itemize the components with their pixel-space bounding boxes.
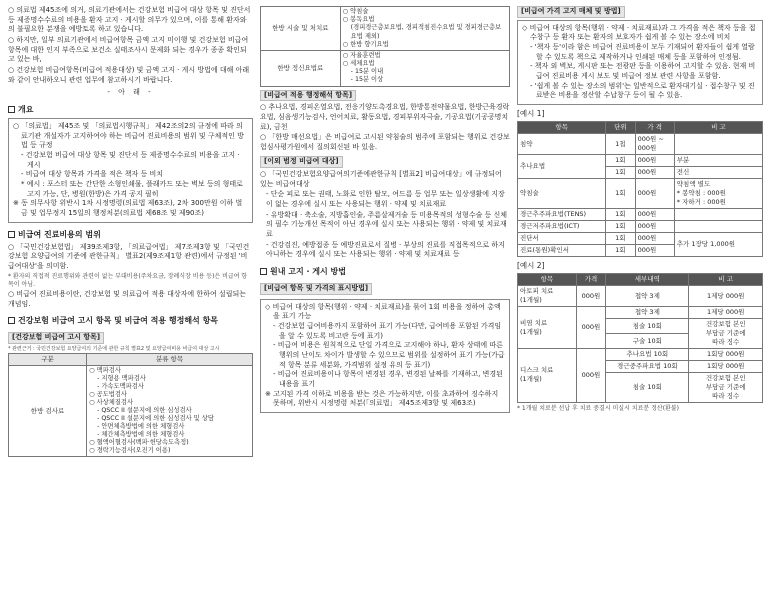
method-item: - '쉽게 볼 수 있는 장소의 범위'는 일반적으로 환자대기실 · 접수창구 및 진료받은 비용을 정산할 수납창구 등이 될 수 있음. — [530, 81, 755, 100]
list-item: ○ 봉독요법 — [342, 16, 375, 24]
cell-detail: 침술 10회 — [606, 319, 689, 334]
overview-heading: 개요 — [8, 104, 253, 115]
table-row — [518, 307, 763, 319]
cell-note: 1회당 000원 — [689, 360, 763, 372]
list-item: ○ 공도법검사 — [89, 391, 127, 399]
notice-item: - 비급여 비용은 원칙적으로 단일 가격으로 고지해야 하나, 환자 상태에 따른 행위의 난이도 차이가 발생할 수 있으므로 범위를 설정하여 표기 가능(가급적 항목 분류 세분화, 가격범위 설정 유의 등 표기) — [273, 341, 505, 369]
scope-item: ○ 비급여 진료비용이란, 건강보험 및 의료급여 적용 대상자에 한하여 설립되는 개념임. — [8, 290, 246, 308]
cell-item: 진단서 — [518, 232, 606, 244]
example2-title: [예시 2] — [517, 260, 545, 270]
overview-item: * 예시 : 포스터 또는 간단한 소형인쇄물, 플래카드 또는 벽보 등의 형태로 고지 가능, 단, 병원(한방)은 가격 공지 필히 — [21, 179, 243, 198]
example2-footnote: * 1개월 치료분 선납 후 치료 중결시 미실시 치료분 정산(환불) — [517, 404, 679, 412]
table-header: 항목 — [518, 122, 606, 134]
cell-price: 000원 — [635, 232, 674, 244]
notice-item: ◇ 비급여 대상의 항목(행위 · 약제 · 치료재료)을 묶어 1회 비용을 정하여 총액을 표기 가능 — [265, 302, 501, 321]
notice-item: - 비급여 진료비용이나 항목이 변경된 경우, 변경된 날짜를 기재하고, 변경된 내용을 표기 — [273, 370, 503, 388]
square-icon — [8, 317, 15, 324]
list-item: ○ 세체요법 — [342, 60, 375, 68]
admin-item: ○ 추나요법, 경피온열요법, 전응기양도촉경요법, 한방통전약물요법, 한방근육경락요법, 심음생기능검사, 언어치료, 활동요법, 경피부위자극술, 기공요법(기공공명치료), 금천 — [260, 103, 510, 131]
other-item: ○ 「국민건강보험요양급여의기준에관한규칙 [별표2] 비급여대상」에 규정되어 있는 비급여대상 — [260, 170, 502, 188]
cell-detail: 구술 10회 — [606, 334, 689, 349]
table-header: 구분 — [9, 353, 87, 365]
notice-tag: [비급여 항목 및 가격의 표시방법] — [260, 283, 372, 295]
cell-item: 아토피 치료 (1개월) — [518, 286, 577, 307]
table-row — [518, 155, 763, 167]
table-header: 비 고 — [689, 274, 763, 286]
herbal-procedure-table — [260, 6, 510, 87]
list-item: - 안면체측방법에 의한 체형검사 — [97, 423, 185, 431]
table-row — [518, 220, 763, 232]
method-tag: [비급여 가격 고지 매체 및 방법] — [517, 6, 625, 18]
example1-title: [예시 1] — [517, 108, 545, 118]
cell-unit: 1회 — [606, 244, 635, 256]
cell-item: 비염 치료 (1개월) — [518, 307, 577, 349]
overview-item: - 비급여 대상 항목과 가격을 적은 책자 등 비치 — [21, 170, 164, 179]
table-row — [518, 179, 763, 209]
scope-item: ○ 「국민건강보험법」 제39조제3항, 「의료급여법」 제7조제3항 및 「국민건강보험 요양급여의 기준에 관한규칙」 별표2(제9조제1항 관련)에서 규정된 '비급여대상'을 의미함. — [8, 242, 250, 270]
herbal-test-table — [8, 353, 253, 457]
list-item: - 체간체측방법에 의한 체형검사 — [97, 431, 185, 439]
overview-box — [8, 118, 253, 223]
table-row — [518, 286, 763, 307]
cell-price: 000원 — [576, 349, 605, 403]
list-item: ○ 경락기능검사(오진기 이용) — [89, 447, 171, 455]
table-row — [518, 232, 763, 244]
notice-item: ※ 고지된 가격 이하로 비용을 받는 것은 가능하지만, 이를 초과하여 징수하지 못하며, 위반시 시정명령 처분(「의료법」 제45조제3항 및 제63조) — [265, 389, 499, 408]
example2-table — [517, 273, 763, 403]
cell-price: 000원 — [635, 209, 674, 221]
overview-item: ※ 동 의무사항 위반시 1차 시정명령(의료법 제63조), 2차 300만원 이하 벌금 및 업무정지 15일의 행정처분(의료법 제68조 및 제90조) — [13, 199, 243, 217]
table-row — [518, 349, 763, 361]
cell-note: 1회당 000원 — [689, 349, 763, 361]
cell-note: 건강보험 본인 부담금 기준에 따라 징수 — [689, 372, 763, 402]
table-cell-items — [340, 7, 509, 51]
column-middle — [260, 6, 510, 415]
cell-price: 000원 — [635, 179, 674, 209]
other-tag: [이외 범정 비급여 대상] — [260, 156, 343, 168]
table-header: 가격 — [576, 274, 605, 286]
table-cell-items — [340, 50, 509, 86]
table-cell-items — [87, 365, 253, 457]
cell-unit: 1회 — [606, 155, 635, 167]
cell-item: 진료(통원)확인서 — [518, 244, 606, 256]
method-item: - 책자 외 벽보, 게시판 또는 전광판 등을 이용하여 고지할 수 있음. 현재 비급여 진료비용 게시 보도 및 비급여 정보 관련 사항을 포함함. — [530, 62, 756, 80]
table-header: 단위 — [606, 122, 635, 134]
list-item: - QSCC II 설문지에 의한 심성검사 — [97, 407, 192, 415]
cell-price: 000원 — [635, 155, 674, 167]
cell-note: 전신 — [674, 167, 762, 179]
cell-detail: 경근중주파요법 10회 — [606, 360, 689, 372]
cell-item: 디스크 치료 (1개월) — [518, 349, 577, 403]
list-item: - 지형용 맥파검사 — [97, 374, 146, 382]
method-item: - '책자 등'이라 함은 비급여 진료비용이 모두 기재되어 환자들이 쉽게 열람할 수 있도록 책으로 제작하거나 인쇄된 매체 등을 포함하여 인정됨. — [530, 42, 755, 61]
list-item: ○ 한방 향기요법 — [342, 40, 389, 48]
column-left — [8, 6, 253, 457]
cell-unit: 1회 — [606, 209, 635, 221]
list-item: ○ 맥파검사 — [89, 366, 121, 374]
cell-unit: 1첩 — [606, 134, 635, 155]
table-header: 세부내역 — [606, 274, 689, 286]
square-icon — [8, 106, 15, 113]
cell-detail: 침술 10회 — [606, 372, 689, 402]
cell-price: 000원 — [576, 307, 605, 349]
other-item: - 단순 피로 또는 권태, 노화로 인한 탈모, 여드름 등 업무 또는 일상생활에 지장이 없는 경우에 실시 또는 사용되는 행위 · 약제 및 치료재료 — [266, 190, 505, 209]
cell-detail: 추나요법 10회 — [606, 349, 689, 361]
cell-price: 000원 ~ 000원 — [635, 134, 674, 155]
below-note: - 아 래 - — [107, 88, 154, 97]
items-source: * 관련근거 : 국민건강보험 요양급여의 기준에 관한 규칙 별표2 및 요양급여비용 비급여 대상 고시 — [8, 346, 220, 353]
table-cell-category: 한방 시술 및 처치료 — [261, 7, 341, 51]
cell-note: 1제당 000원 — [689, 307, 763, 319]
overview-item: - 건강보험 비급여 대상 항목 및 진단서 등 제증명수수료의 비용을 고지 · 게시 — [21, 150, 240, 169]
list-item: - 가속도맥파검사 — [97, 382, 144, 390]
cell-item: 침약 — [518, 134, 606, 155]
cell-item: 경근저주파요법(ICT) — [518, 220, 606, 232]
other-item: - 유방확대 · 축소술, 지방흡인술, 주름살제거술 등 미용목적의 성형수술 등 신체의 필수 기능개선 목적이 아닌 경우에 실시 또는 사용되는 행위 · 약제 및 치료재료 — [266, 210, 508, 239]
intro-p1: ○ 의료법 제45조에 의거, 의료기관에서는 건강보험 비급여 대상 항목 및 진단서 등 제증명수수료의 비용을 환자 고지 · 게시할 의무가 있으며, 이를 통해 환자와의 불필요한 분쟁을 예방토록 하고 있습니다. — [8, 6, 251, 34]
table-header: 분류 항목 — [87, 353, 253, 365]
table-cell-category: 한방 정신요법료 — [261, 50, 341, 86]
example1-table — [517, 121, 763, 257]
scope-item: * 환자의 직접적 진료행위와 관련이 없는 부대비용(주차요금, 장례식장 비용 등)은 비급여 항목이 아님. — [8, 272, 248, 288]
cell-unit: 1회 — [606, 179, 635, 209]
cell-price: 000원 — [635, 167, 674, 179]
notice-heading: 원내 고지 · 게시 방법 — [260, 266, 510, 277]
list-item: (경피경근층보요법, 경피적침진수요법 및 경피경근층보요법 제외) — [350, 24, 502, 40]
items-tag: [건강보험 비급여 고시 항목] — [8, 332, 104, 344]
list-item: - QSCC II 설문지에 의한 심성검사 및 상담 — [97, 415, 214, 423]
notice-item: - 건강보험 급여비용까지 포함하여 표기 가능(다만, 급여비용 포함된 가격임을 알 수 있도록 비고란 등에 표기) — [273, 322, 502, 340]
list-item: ○ 자율훈련법 — [342, 51, 381, 59]
list-item: ○ 사상체질검사 — [89, 399, 134, 407]
intro-p3: ○ 건강보험 비급여항목(비급여 적용대상) 및 금액 고지 · 게시 방법에 대해 아래와 같이 안내하오니 관련 업무에 참고하시기 바랍니다. — [8, 65, 250, 84]
admin-tag: [비급여 적용 행정해석 항목] — [260, 90, 356, 102]
square-icon — [8, 231, 15, 238]
cell-price: 000원 — [635, 244, 674, 256]
method-item: ◇ 비급여 대상의 항목(행위 · 약제 · 치료재료)과 그 가격을 적은 책자 등을 접수창구 등 환자 또는 환자의 보호자가 쉽게 볼 수 있는 장소에 비치 — [522, 23, 756, 42]
list-item: ○ 혈액어혈검사(백파·헌당속도측정) — [89, 439, 189, 447]
scope-heading: 비급여 진료비용의 범위 — [8, 229, 253, 240]
cell-unit: 1회 — [606, 232, 635, 244]
items-heading: 건강보험 비급여 고시 항목 및 비급여 적용 행정해석 항목 — [8, 315, 253, 326]
overview-item: ○ 「의료법」 제45조 및 「의료법시행규칙」 제42조의2의 규정에 따라 의료기관 개설자가 고지하여야 하는 비급여 진료비용의 범위 및 구체적인 방법 등 규정 — [13, 121, 244, 150]
table-header: 비 고 — [674, 122, 762, 134]
column-right — [517, 6, 763, 413]
list-item: ○ 약침술 — [342, 8, 369, 15]
square-icon — [260, 268, 267, 275]
cell-note: 1제당 000원 — [689, 286, 763, 307]
cell-price: 000원 — [576, 286, 605, 307]
cell-unit: 1회 — [606, 220, 635, 232]
cell-note — [674, 134, 762, 155]
table-header: 가 격 — [635, 122, 674, 134]
table-cell-category: 한방 검사료 — [9, 365, 87, 457]
cell-note: 추가 1장당 1,000원 — [674, 232, 762, 256]
cell-detail: 첩약 3제 — [606, 286, 689, 307]
cell-item: 경근추주파요법(TENS) — [518, 209, 606, 221]
cell-note — [674, 220, 762, 232]
cell-item: 추나요법 — [518, 155, 606, 179]
cell-unit: 1회 — [606, 167, 635, 179]
admin-item: ○ 「한방 매선요법」은 비급여로 고시된 약침술의 범주에 포함되는 행위로 건강보험심사평가원에서 질의회신된 바 있음. — [260, 133, 510, 151]
cell-note — [674, 209, 762, 221]
cell-detail: 첩약 3제 — [606, 307, 689, 319]
table-header: 항목 — [518, 274, 577, 286]
other-item: - 건강검진, 예방접종 등 예방진료로서 질병 · 부상의 진료를 직접목적으로 하지 아니하는 경우에 실시 또는 사용되는 행위 · 약제 및 치료재료 등 — [266, 240, 505, 259]
intro-p2: ○ 하지만, 일부 의료기관에서 비급여항목 금액 고지 미이행 및 건강보험 비급여항목에 대한 인지 부족으로 보건소 실태조사시 문제화 되는 경우가 종종 확인되고 있는 바, — [8, 35, 249, 64]
cell-note: 약침액 별도 * 봉약침 : 000원 * 자하거 : 000원 — [674, 179, 762, 209]
cell-price: 000원 — [635, 220, 674, 232]
cell-item: 약침술 — [518, 179, 606, 209]
table-row — [518, 209, 763, 221]
list-item: - 15분 이내 — [350, 68, 384, 76]
cell-note: 부분 — [674, 155, 762, 167]
list-item: - 15분 이상 — [350, 76, 384, 84]
cell-note: 건강보험 본인 부담금 기준에 따라 징수 — [689, 319, 763, 349]
table-row — [518, 134, 763, 155]
method-box — [517, 20, 763, 105]
notice-box — [260, 299, 510, 413]
